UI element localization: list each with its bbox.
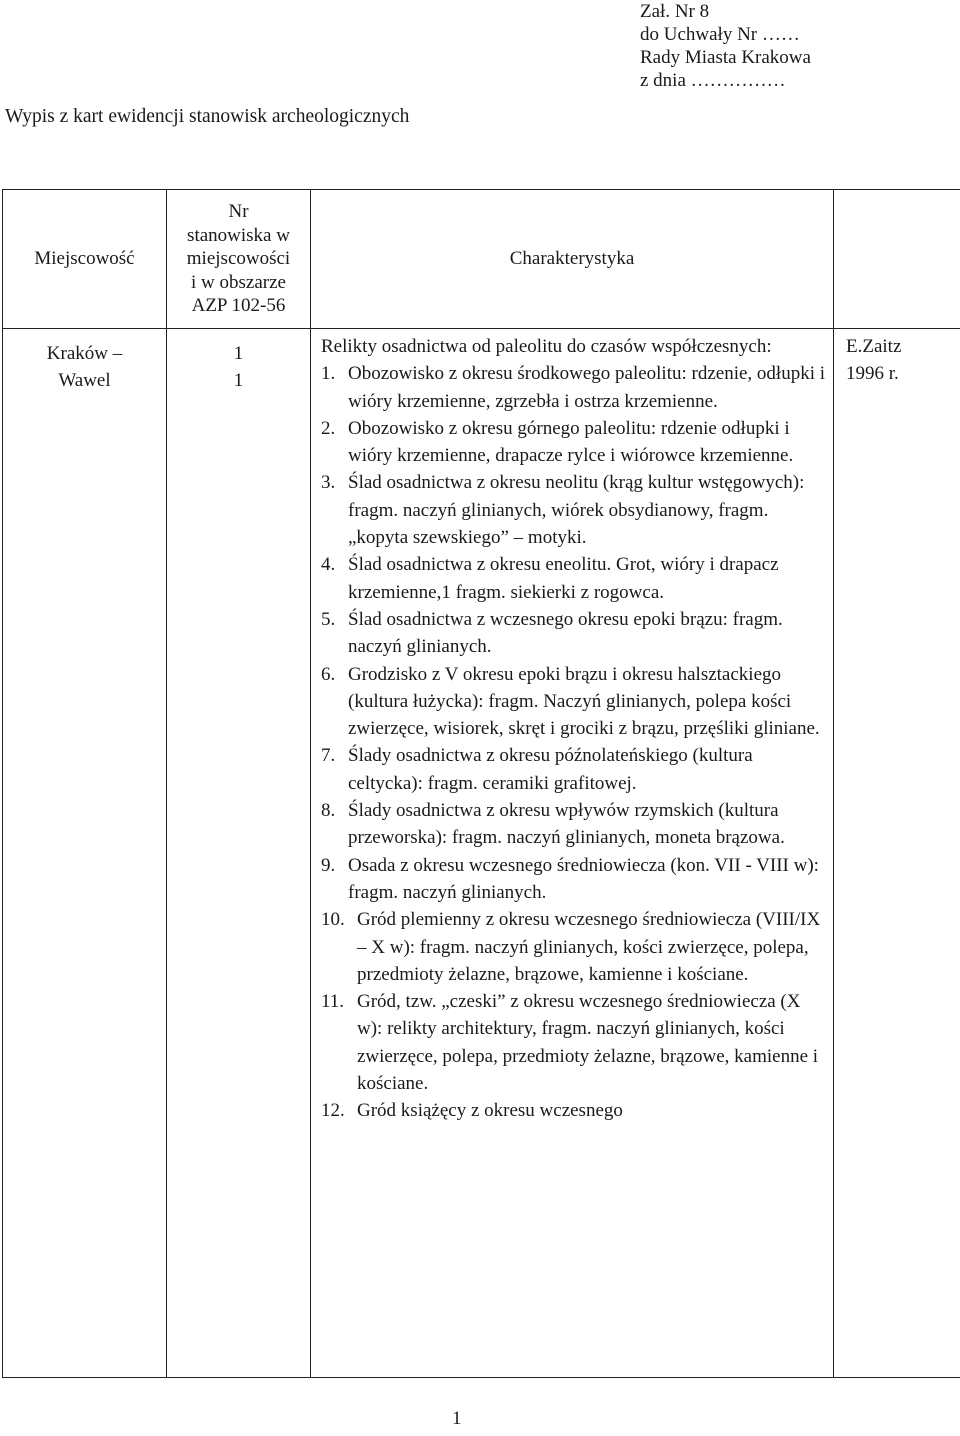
attachment-line: do Uchwały Nr …… [640,24,800,45]
item-number: 10. [321,909,345,931]
list-item [321,797,827,852]
item-number: 1. [321,363,336,385]
attachment-line: Rady Miasta Krakowa [640,47,811,68]
author-line: 1996 r. [846,363,899,384]
item-text: Gród książęcy z okresu wczesnego [357,1100,623,1122]
list-item [321,742,827,797]
item-text: Gród, tzw. „czeski” z okresu wczesnego średniowiecza (X w): relikty architektury, fragm. naczyń glinianych, kości zwierzęce, polepa, przedmioty żelazne, brązowe, kamienne i kościane. [357,991,819,1095]
cell-site-number [167,329,311,1378]
table-row [3,329,960,1378]
header-characteristics: Charakterystyka [311,190,834,329]
header-line: AZP 102-56 [191,295,286,317]
header-line: i w obszarze [191,271,286,293]
locality-line: Wawel [58,370,111,391]
item-number: 12. [321,1100,345,1122]
list-item [321,360,827,415]
table-header-row [3,190,960,329]
list-item [321,415,827,470]
item-number: 5. [321,608,336,630]
item-number: 4. [321,554,336,576]
item-text: Obozowisko z okresu górnego paleolitu: rdzenie odłupki i wióry krzemienne, drapacze rylce i wiórowce krzemienne. [348,417,794,467]
attachment-note [640,0,811,92]
page-number: 1 [452,1408,462,1429]
document-title: Wypis z kart ewidencji stanowisk archeologicznych [5,106,410,127]
locality-line: Kraków – [46,343,123,364]
item-text: Ślady osadnictwa z okresu późnolateńskiego (kultura celtycka): fragm. ceramiki grafitowej. [348,745,753,794]
site-number-line: 1 [233,370,244,391]
characteristics-intro: Relikty osadnictwa od paleolitu do czasów współczesnych: [321,336,772,357]
header-site-number [167,190,311,329]
cell-author [834,329,960,1378]
list-item [321,988,827,1097]
site-number-line: 1 [233,343,244,364]
item-text: Obozowisko z okresu środkowego paleolitu: rdzenie, odłupki i wióry krzemienne, zgrzebła i ostrza krzemienne. [348,363,826,412]
header-line: Nr [228,201,249,223]
list-item [321,551,827,606]
item-number: 2. [321,417,336,439]
list-item [321,661,827,743]
item-text: Ślad osadnictwa z wczesnego okresu epoki brązu: fragm. naczyń glinianych. [348,608,783,658]
item-number: 11. [321,991,345,1013]
header-author [834,190,960,329]
header-locality: Miejscowość [3,190,167,329]
list-item [321,606,827,661]
item-number: 3. [321,472,336,494]
item-number: 8. [321,800,336,822]
list-item [321,469,827,551]
cell-locality [3,329,167,1378]
item-text: Grodzisko z V okresu epoki brązu i okresu halsztackiego (kultura łużycka): fragm. Naczyń glinianych, polepa kości zwierzęce, wisiorek, skręt i grociki z brązu, przęśliki gliniane. [348,663,820,740]
item-number: 7. [321,745,336,767]
header-line: stanowiska w [187,224,290,246]
list-item [321,852,827,907]
item-number: 9. [321,854,336,876]
cell-characteristics [311,329,834,1378]
attachment-line: z dnia …………… [640,70,786,91]
header-line: miejscowości [186,248,291,270]
sites-table [2,189,960,1378]
item-text: Ślady osadnictwa z okresu wpływów rzymskich (kultura przeworska): fragm. naczyń glinianych, moneta brązowa. [348,800,785,849]
item-number: 6. [321,663,336,685]
list-item [321,906,827,988]
attachment-line: Zał. Nr 8 [640,1,710,22]
list-item [321,1097,827,1124]
author-line: E.Zaitz [846,336,902,357]
item-text: Ślad osadnictwa z okresu neolitu (krąg kultur wstęgowych): fragm. naczyń glinianych, wiórek obsydianowy, fragm. „kopyta szewskiego” – motyki. [348,472,805,549]
item-text: Osada z okresu wczesnego średniowiecza (kon. VII - VIII w): fragm. naczyń glinianych. [348,854,819,903]
item-text: Gród plemienny z okresu wczesnego średniowiecza (VIII/IX – X w): fragm. naczyń glinianych, kości zwierzęce, polepa, przedmioty żelazne, brązowe, kamienne i kościane. [357,909,821,985]
item-text: Ślad osadnictwa z okresu eneolitu. Grot, wióry i drapacz krzemienne,1 fragm. siekierki z rogowca. [348,554,779,603]
